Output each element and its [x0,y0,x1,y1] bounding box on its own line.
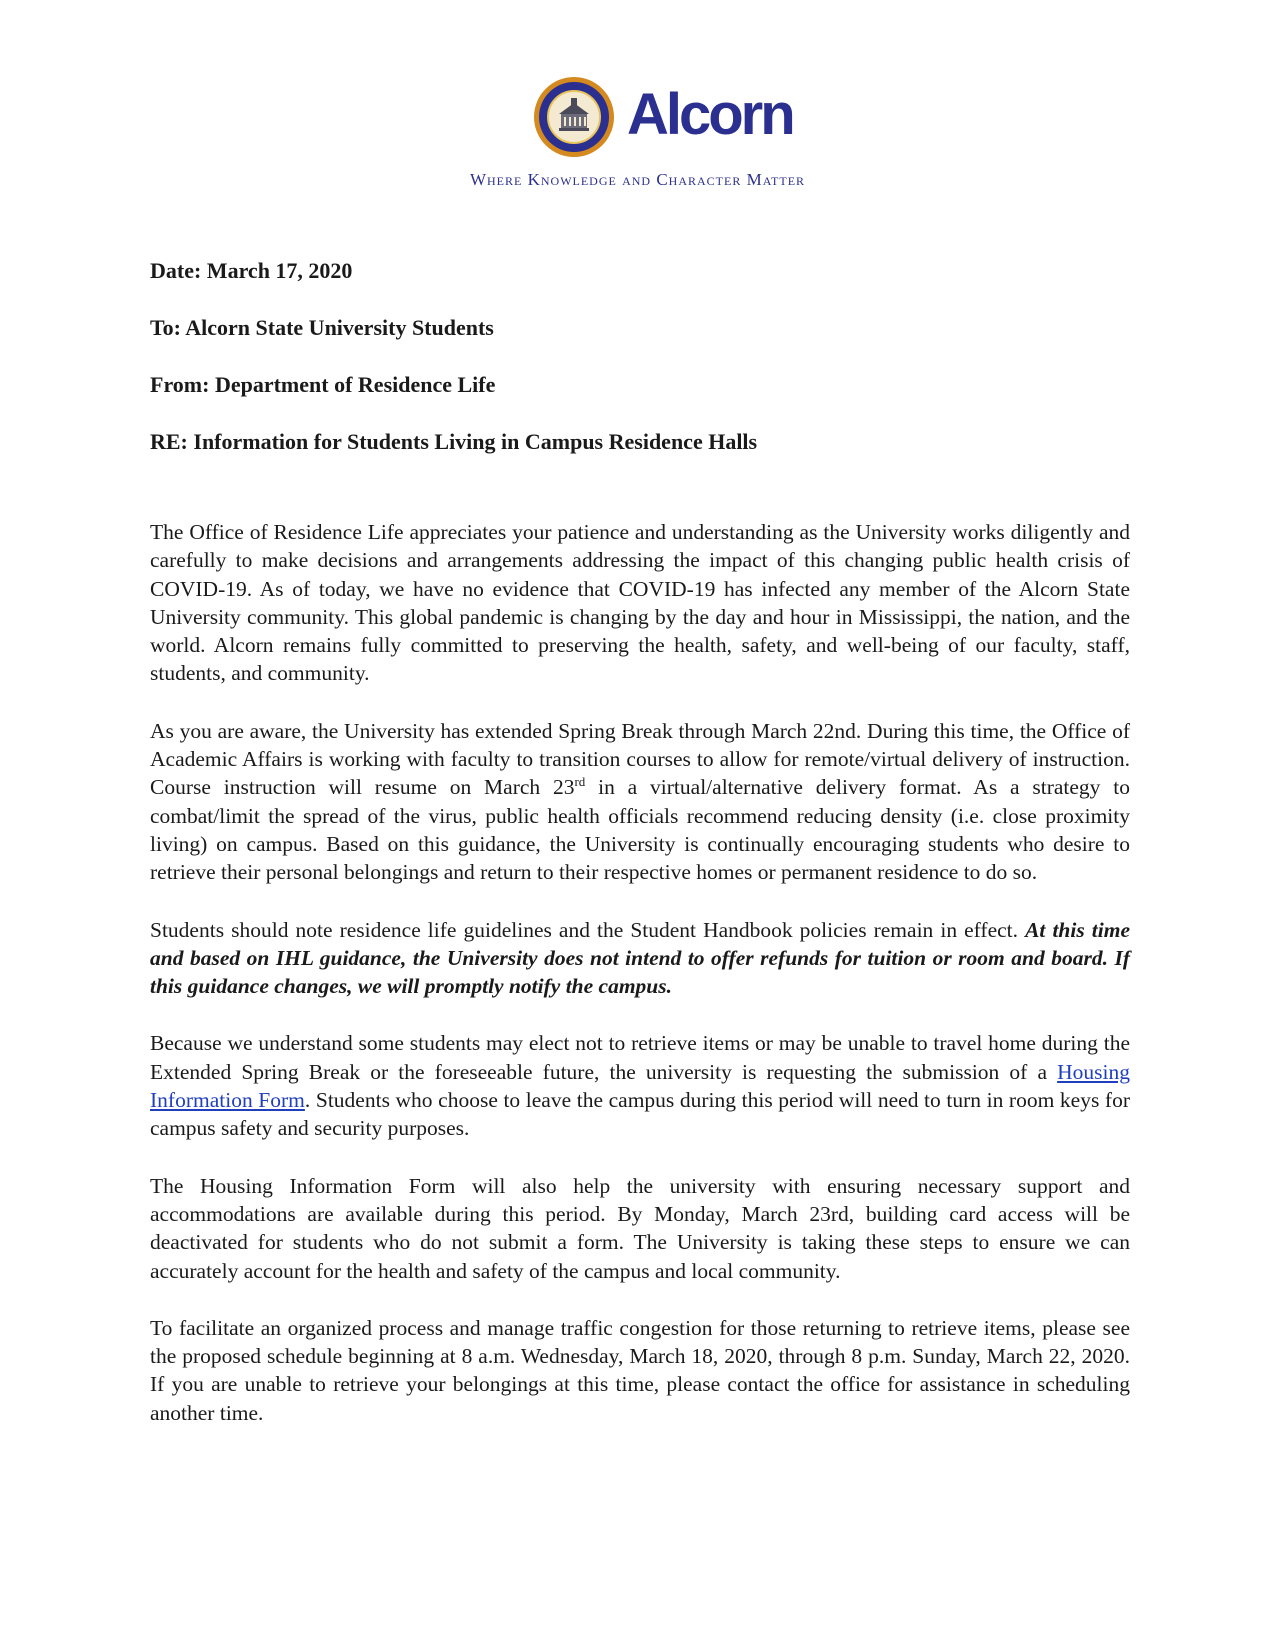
paragraph-policies [150,916,1130,1001]
paragraph-spring-break [150,717,1130,887]
paragraph-intro: The Office of Residence Life appreciates your patience and understanding as the University works diligently and carefully to make decisions and arrangements addressing the impact of this changing public health crisis of COVID-19. As of today, we have no evidence that COVID-19 has infected any member of the Alcorn State University community. This global pandemic is changing by the day and hour in Mississippi, the nation, and the world. Alcorn remains fully committed to preserving the health, safety, and well-being of our faculty, staff, students, and community. [150,520,1130,686]
memo-date: Date: March 17, 2020 [150,258,353,283]
housing-information-form-link[interactable]: Housing Information Form [150,1059,1130,1113]
memo-to: To: Alcorn State University Students [150,315,494,340]
paragraph-schedule: To facilitate an organized process and manage traffic congestion for those returning to retrieve items, please see the proposed schedule beginning at 8 a.m. Wednesday, March 18, 2020, through 8 p.m. Sunday, March 22, 2020. If you are unable to retrieve your belongings at this time, please contact the office for assistance in scheduling another time. [150,1315,1130,1425]
memo-body [150,518,1130,1456]
memo-subject: RE: Information for Students Living in Campus Residence Halls [150,429,758,454]
memo-from: From: Department of Residence Life [150,372,496,397]
memo-header [150,257,1130,485]
letterhead [0,70,1275,200]
paragraph-text: . Students who choose to leave the campus during this period will need to turn in room keys for campus safety and security purposes. [150,1088,1130,1141]
university-tagline: Where Knowledge and Character Matter [469,170,806,189]
paragraph-text: As you are aware, the University has extended Spring Break through March 22nd. During this time, the Office of Academic Affairs is working with faculty to transition courses to allow for remote/virtual delivery of instruction. Course instruction will resume on March 23 [150,718,1130,800]
university-wordmark: Alcorn [627,82,793,147]
paragraph-card-access: The Housing Information Form will also help the university with ensuring necessary support and accommodations are available during this period. By Monday, March 23rd, building card access will be deactivated for students who do not submit a form. The University is taking these steps to ensure we can accurately account for the health and safety of the campus and local community. [150,1173,1130,1283]
university-seal-icon [533,76,615,158]
paragraph-text: in a virtual/alternative delivery format. As a strategy to combat/limit the spread of the virus, public health officials recommend reducing density (i.e. close proximity living) on campus. Based on this guidance, the University is continually encouraging students who desire to retrieve their personal belongings and return to their respective homes or permanent residence to do so. [150,775,1130,885]
paragraph-text: Because we understand some students may elect not to retrieve items or may be unable to travel home during the Extended Spring Break or the foreseeable future, the university is requesting the submission of a [150,1031,1130,1084]
refund-notice: At this time and based on IHL guidance, the University does not intend to offer refunds for tuition or room and board. If this guidance changes, we will promptly notify the campus. [150,917,1130,999]
paragraph-text: Students should note residence life guidelines and the Student Handbook policies remain in effect. [150,917,1026,942]
paragraph-housing-form [150,1029,1130,1142]
ordinal-suffix: rd [574,774,586,790]
